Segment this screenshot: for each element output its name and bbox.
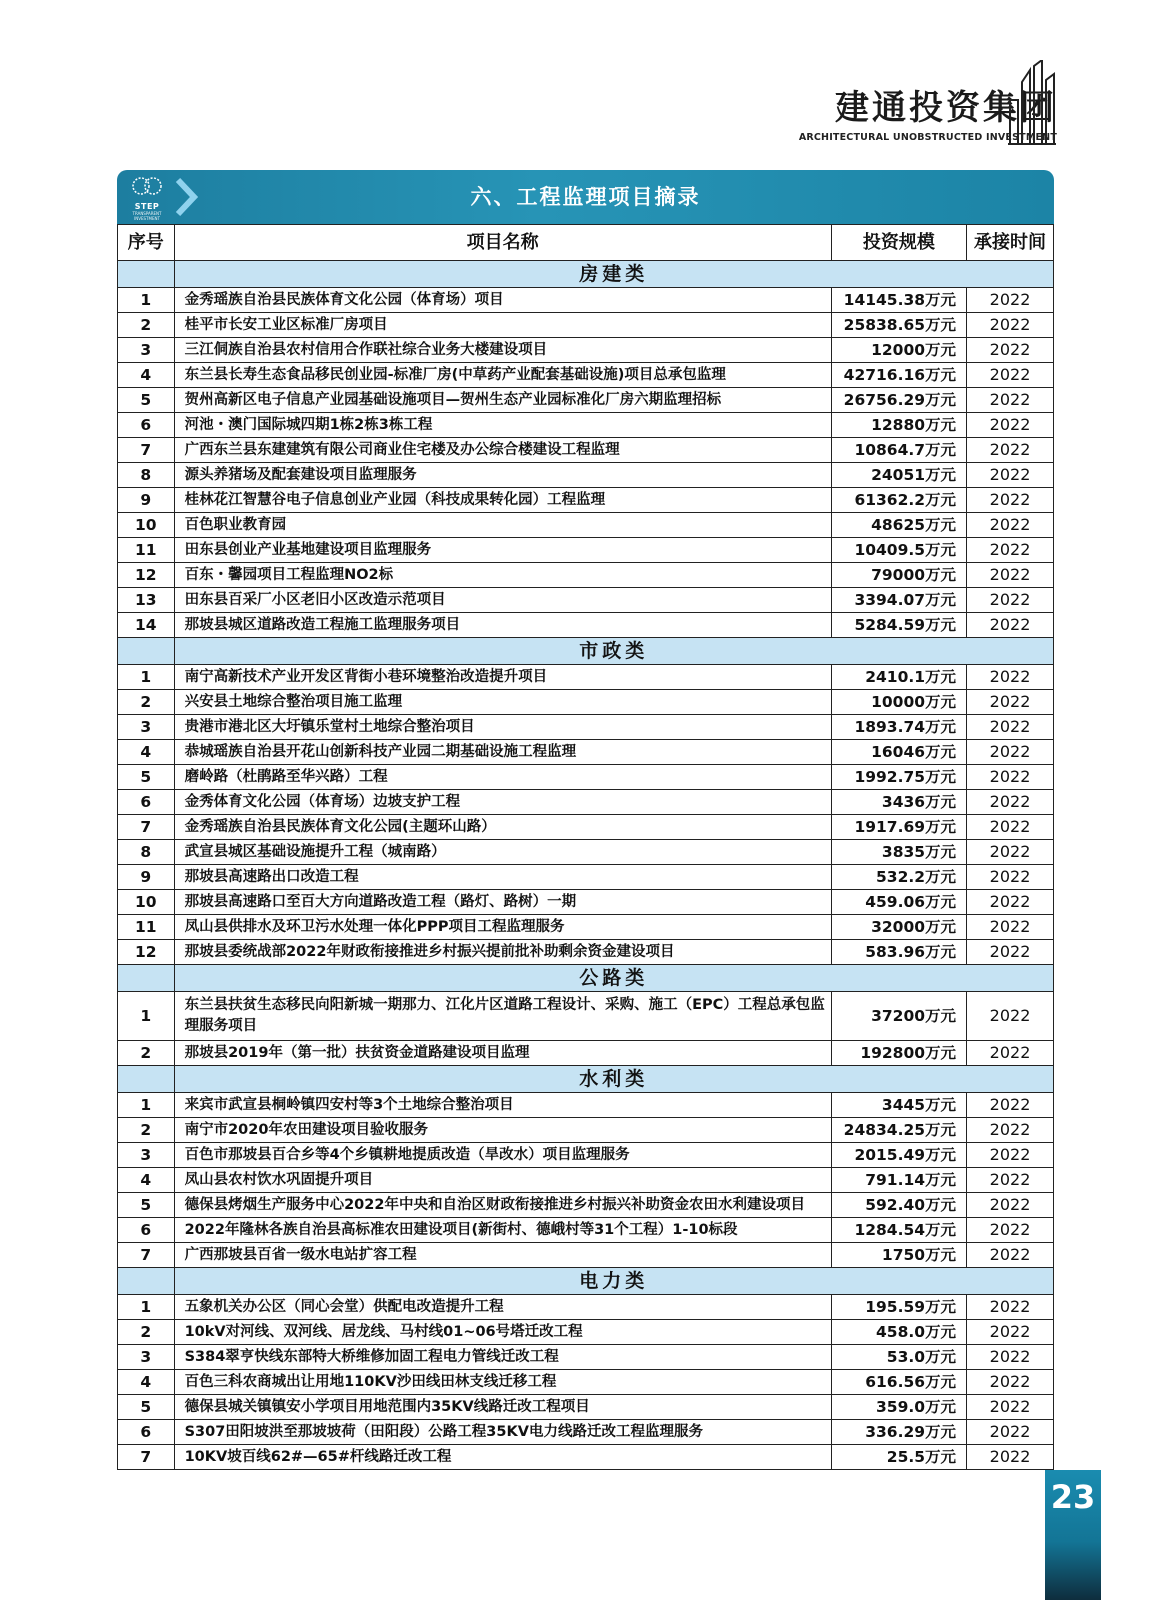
page-title: 六、工程监理项目摘录 bbox=[470, 185, 701, 209]
table-row bbox=[118, 513, 1054, 538]
investment-amount: 24834.25万元 bbox=[831, 1118, 966, 1143]
contract-year: 2022 bbox=[967, 1168, 1054, 1193]
table-row bbox=[118, 992, 1054, 1041]
category-label: 市政类 bbox=[174, 638, 1053, 665]
row-index: 4 bbox=[118, 1370, 175, 1395]
contract-year: 2022 bbox=[967, 413, 1054, 438]
row-index: 3 bbox=[118, 1143, 175, 1168]
header-index: 序号 bbox=[118, 225, 175, 261]
project-name: 东兰县长寿生态食品移民创业园-标准厂房(中草药产业配套基础设施)项目总承包监理 bbox=[174, 363, 831, 388]
project-name: 南宁市2020年农田建设项目验收服务 bbox=[174, 1118, 831, 1143]
category-label: 水利类 bbox=[174, 1066, 1053, 1093]
table-row bbox=[118, 915, 1054, 940]
table-header-row bbox=[118, 225, 1054, 261]
investment-amount: 616.56万元 bbox=[831, 1370, 966, 1395]
brand-name-cn: 建通投资集团 bbox=[835, 88, 1057, 128]
project-name: 五象机关办公区（同心会堂）供配电改造提升工程 bbox=[174, 1295, 831, 1320]
page-number: 23 bbox=[1045, 1470, 1101, 1600]
table-row bbox=[118, 1093, 1054, 1118]
contract-year: 2022 bbox=[967, 588, 1054, 613]
row-index: 7 bbox=[118, 438, 175, 463]
contract-year: 2022 bbox=[967, 538, 1054, 563]
row-index: 5 bbox=[118, 388, 175, 413]
contract-year: 2022 bbox=[967, 1420, 1054, 1445]
contract-year: 2022 bbox=[967, 563, 1054, 588]
row-index: 1 bbox=[118, 1295, 175, 1320]
table-row bbox=[118, 613, 1054, 638]
contract-year: 2022 bbox=[967, 288, 1054, 313]
table-row bbox=[118, 338, 1054, 363]
investment-amount: 12000万元 bbox=[831, 338, 966, 363]
row-index: 10 bbox=[118, 513, 175, 538]
investment-amount: 2410.1万元 bbox=[831, 665, 966, 690]
investment-amount: 1284.54万元 bbox=[831, 1218, 966, 1243]
table-row bbox=[118, 665, 1054, 690]
table-row bbox=[118, 890, 1054, 915]
investment-amount: 37200万元 bbox=[831, 992, 966, 1041]
investment-amount: 192800万元 bbox=[831, 1041, 966, 1066]
table-row bbox=[118, 288, 1054, 313]
category-index-cell bbox=[118, 965, 175, 992]
contract-year: 2022 bbox=[967, 690, 1054, 715]
contract-year: 2022 bbox=[967, 1370, 1054, 1395]
investment-amount: 3445万元 bbox=[831, 1093, 966, 1118]
investment-amount: 458.0万元 bbox=[831, 1320, 966, 1345]
row-index: 6 bbox=[118, 790, 175, 815]
table-row bbox=[118, 488, 1054, 513]
project-name: 桂林花江智慧谷电子信息创业产业园（科技成果转化园）工程监理 bbox=[174, 488, 831, 513]
table-row bbox=[118, 1295, 1054, 1320]
table-row bbox=[118, 940, 1054, 965]
row-index: 11 bbox=[118, 915, 175, 940]
table-row bbox=[118, 413, 1054, 438]
row-index: 4 bbox=[118, 363, 175, 388]
investment-amount: 592.40万元 bbox=[831, 1193, 966, 1218]
row-index: 2 bbox=[118, 1118, 175, 1143]
project-name: 武宣县城区基础设施提升工程（城南路） bbox=[174, 840, 831, 865]
contract-year: 2022 bbox=[967, 613, 1054, 638]
row-index: 3 bbox=[118, 1345, 175, 1370]
category-label: 电力类 bbox=[174, 1268, 1053, 1295]
table-row bbox=[118, 815, 1054, 840]
contract-year: 2022 bbox=[967, 840, 1054, 865]
project-name: 百东・馨园项目工程监理NO2标 bbox=[174, 563, 831, 588]
category-row bbox=[118, 1268, 1054, 1295]
project-name: 金秀体育文化公园（体育场）边坡支护工程 bbox=[174, 790, 831, 815]
contract-year: 2022 bbox=[967, 890, 1054, 915]
contract-year: 2022 bbox=[967, 815, 1054, 840]
investment-amount: 1893.74万元 bbox=[831, 715, 966, 740]
project-name: S307田阳坡洪至那坡坡荷（田阳段）公路工程35KV电力线路迁改工程监理服务 bbox=[174, 1420, 831, 1445]
project-name: 凤山县农村饮水巩固提升项目 bbox=[174, 1168, 831, 1193]
row-index: 5 bbox=[118, 765, 175, 790]
table-row bbox=[118, 1041, 1054, 1066]
projects-table bbox=[117, 224, 1054, 1470]
investment-amount: 10000万元 bbox=[831, 690, 966, 715]
project-name: 那坡县高速路口至百大方向道路改造工程（路灯、路树）一期 bbox=[174, 890, 831, 915]
project-name: 河池・澳门国际城四期1栋2栋3栋工程 bbox=[174, 413, 831, 438]
table-row bbox=[118, 865, 1054, 890]
contract-year: 2022 bbox=[967, 488, 1054, 513]
investment-amount: 532.2万元 bbox=[831, 865, 966, 890]
contract-year: 2022 bbox=[967, 915, 1054, 940]
investment-amount: 10409.5万元 bbox=[831, 538, 966, 563]
investment-amount: 25.5万元 bbox=[831, 1445, 966, 1470]
project-name: 来宾市武宣县桐岭镇四安村等3个土地综合整治项目 bbox=[174, 1093, 831, 1118]
category-row bbox=[118, 1066, 1054, 1093]
project-name: 广西东兰县东建建筑有限公司商业住宅楼及办公综合楼建设工程监理 bbox=[174, 438, 831, 463]
table-row bbox=[118, 438, 1054, 463]
category-index-cell bbox=[118, 1066, 175, 1093]
table-row bbox=[118, 1243, 1054, 1268]
contract-year: 2022 bbox=[967, 513, 1054, 538]
investment-amount: 32000万元 bbox=[831, 915, 966, 940]
investment-amount: 48625万元 bbox=[831, 513, 966, 538]
row-index: 3 bbox=[118, 338, 175, 363]
contract-year: 2022 bbox=[967, 1093, 1054, 1118]
project-name: 磨岭路（杜鹃路至华兴路）工程 bbox=[174, 765, 831, 790]
investment-amount: 791.14万元 bbox=[831, 1168, 966, 1193]
project-name: S384翠亨快线东部特大桥维修加固工程电力管线迁改工程 bbox=[174, 1345, 831, 1370]
contract-year: 2022 bbox=[967, 438, 1054, 463]
investment-amount: 583.96万元 bbox=[831, 940, 966, 965]
table-row bbox=[118, 1218, 1054, 1243]
table-row bbox=[118, 388, 1054, 413]
header-time: 承接时间 bbox=[967, 225, 1054, 261]
table-row bbox=[118, 1345, 1054, 1370]
row-index: 1 bbox=[118, 288, 175, 313]
investment-amount: 3436万元 bbox=[831, 790, 966, 815]
project-name: 那坡县城区道路改造工程施工监理服务项目 bbox=[174, 613, 831, 638]
step-logo-subtext: TRANSPARENT INVESTMENT bbox=[132, 211, 162, 221]
project-name: 百色三科农商城出让用地110KV沙田线田林支线迁移工程 bbox=[174, 1370, 831, 1395]
row-index: 10 bbox=[118, 890, 175, 915]
category-label: 公路类 bbox=[174, 965, 1053, 992]
investment-amount: 42716.16万元 bbox=[831, 363, 966, 388]
contract-year: 2022 bbox=[967, 865, 1054, 890]
category-index-cell bbox=[118, 261, 175, 288]
row-index: 6 bbox=[118, 1420, 175, 1445]
project-name: 德保县烤烟生产服务中心2022年中央和自治区财政衔接推进乡村振兴补助资金农田水利建设项目 bbox=[174, 1193, 831, 1218]
investment-amount: 3394.07万元 bbox=[831, 588, 966, 613]
table-row bbox=[118, 1118, 1054, 1143]
investment-amount: 79000万元 bbox=[831, 563, 966, 588]
row-index: 2 bbox=[118, 690, 175, 715]
row-index: 7 bbox=[118, 815, 175, 840]
project-name: 凤山县供排水及环卫污水处理一体化PPP项目工程监理服务 bbox=[174, 915, 831, 940]
contract-year: 2022 bbox=[967, 363, 1054, 388]
contract-year: 2022 bbox=[967, 1320, 1054, 1345]
table-row bbox=[118, 740, 1054, 765]
table-row bbox=[118, 765, 1054, 790]
category-index-cell bbox=[118, 1268, 175, 1295]
row-index: 12 bbox=[118, 563, 175, 588]
contract-year: 2022 bbox=[967, 992, 1054, 1041]
project-name: 三江侗族自治县农村信用合作联社综合业务大楼建设项目 bbox=[174, 338, 831, 363]
investment-amount: 16046万元 bbox=[831, 740, 966, 765]
project-name: 那坡县委统战部2022年财政衔接推进乡村振兴提前批补助剩余资金建设项目 bbox=[174, 940, 831, 965]
contract-year: 2022 bbox=[967, 740, 1054, 765]
investment-amount: 10864.7万元 bbox=[831, 438, 966, 463]
investment-amount: 2015.49万元 bbox=[831, 1143, 966, 1168]
row-index: 5 bbox=[118, 1395, 175, 1420]
header-investment: 投资规模 bbox=[831, 225, 966, 261]
step-logo-text: STEP bbox=[134, 202, 160, 211]
table-row bbox=[118, 715, 1054, 740]
header-project-name: 项目名称 bbox=[174, 225, 831, 261]
row-index: 9 bbox=[118, 488, 175, 513]
investment-amount: 61362.2万元 bbox=[831, 488, 966, 513]
project-name: 那坡县高速路出口改造工程 bbox=[174, 865, 831, 890]
contract-year: 2022 bbox=[967, 1395, 1054, 1420]
contract-year: 2022 bbox=[967, 1193, 1054, 1218]
row-index: 4 bbox=[118, 1168, 175, 1193]
table-row bbox=[118, 313, 1054, 338]
project-name: 东兰县扶贫生态移民向阳新城一期那力、江化片区道路工程设计、采购、施工（EPC）工程总承包监理服务项目 bbox=[174, 992, 831, 1041]
table-row bbox=[118, 1395, 1054, 1420]
investment-amount: 14145.38万元 bbox=[831, 288, 966, 313]
investment-amount: 5284.59万元 bbox=[831, 613, 966, 638]
category-label: 房建类 bbox=[174, 261, 1053, 288]
project-name: 百色职业教育园 bbox=[174, 513, 831, 538]
row-index: 12 bbox=[118, 940, 175, 965]
project-name: 贺州高新区电子信息产业园基础设施项目—贺州生态产业园标准化厂房六期监理招标 bbox=[174, 388, 831, 413]
category-row bbox=[118, 261, 1054, 288]
table-row bbox=[118, 690, 1054, 715]
row-index: 8 bbox=[118, 840, 175, 865]
project-name: 2022年隆林各族自治县高标准农田建设项目(新街村、德峨村等31个工程）1-10标段 bbox=[174, 1218, 831, 1243]
project-name: 那坡县2019年（第一批）扶贫资金道路建设项目监理 bbox=[174, 1041, 831, 1066]
contract-year: 2022 bbox=[967, 1295, 1054, 1320]
brand-name-en: ARCHITECTURAL UNOBSTRUCTED INVESTMENT bbox=[798, 132, 1057, 143]
row-index: 5 bbox=[118, 1193, 175, 1218]
row-index: 7 bbox=[118, 1243, 175, 1268]
project-name: 百色市那坡县百合乡等4个乡镇耕地提质改造（旱改水）项目监理服务 bbox=[174, 1143, 831, 1168]
row-index: 6 bbox=[118, 1218, 175, 1243]
table-body bbox=[118, 261, 1054, 1470]
investment-amount: 1750万元 bbox=[831, 1243, 966, 1268]
table-row bbox=[118, 1168, 1054, 1193]
project-name: 恭城瑶族自治县开花山创新科技产业园二期基础设施工程监理 bbox=[174, 740, 831, 765]
row-index: 4 bbox=[118, 740, 175, 765]
project-name: 金秀瑶族自治县民族体育文化公园（体育场）项目 bbox=[174, 288, 831, 313]
category-index-cell bbox=[118, 638, 175, 665]
table-row bbox=[118, 588, 1054, 613]
table-row bbox=[118, 1370, 1054, 1395]
project-name: 德保县城关镇镇安小学项目用地范围内35KV线路迁改工程项目 bbox=[174, 1395, 831, 1420]
investment-amount: 336.29万元 bbox=[831, 1420, 966, 1445]
building-logo-icon bbox=[1008, 60, 1056, 146]
contract-year: 2022 bbox=[967, 1218, 1054, 1243]
contract-year: 2022 bbox=[967, 388, 1054, 413]
investment-amount: 24051万元 bbox=[831, 463, 966, 488]
investment-amount: 53.0万元 bbox=[831, 1345, 966, 1370]
project-name: 田东县创业产业基地建设项目监理服务 bbox=[174, 538, 831, 563]
investment-amount: 26756.29万元 bbox=[831, 388, 966, 413]
investment-amount: 459.06万元 bbox=[831, 890, 966, 915]
row-index: 2 bbox=[118, 1041, 175, 1066]
row-index: 9 bbox=[118, 865, 175, 890]
table-row bbox=[118, 463, 1054, 488]
contract-year: 2022 bbox=[967, 1143, 1054, 1168]
category-row bbox=[118, 965, 1054, 992]
contract-year: 2022 bbox=[967, 1445, 1054, 1470]
project-name: 田东县百采厂小区老旧小区改造示范项目 bbox=[174, 588, 831, 613]
table-row bbox=[118, 1143, 1054, 1168]
contract-year: 2022 bbox=[967, 313, 1054, 338]
project-name: 金秀瑶族自治县民族体育文化公园(主题环山路） bbox=[174, 815, 831, 840]
project-name: 贵港市港北区大圩镇乐堂村土地综合整治项目 bbox=[174, 715, 831, 740]
row-index: 11 bbox=[118, 538, 175, 563]
row-index: 7 bbox=[118, 1445, 175, 1470]
row-index: 1 bbox=[118, 992, 175, 1041]
table-row bbox=[118, 840, 1054, 865]
project-name: 源头养猪场及配套建设项目监理服务 bbox=[174, 463, 831, 488]
row-index: 14 bbox=[118, 613, 175, 638]
project-name: 10KV坡百线62#—65#杆线路迁改工程 bbox=[174, 1445, 831, 1470]
contract-year: 2022 bbox=[967, 940, 1054, 965]
contract-year: 2022 bbox=[967, 665, 1054, 690]
contract-year: 2022 bbox=[967, 765, 1054, 790]
table-row bbox=[118, 563, 1054, 588]
investment-amount: 12880万元 bbox=[831, 413, 966, 438]
table-row bbox=[118, 363, 1054, 388]
row-index: 13 bbox=[118, 588, 175, 613]
contract-year: 2022 bbox=[967, 1041, 1054, 1066]
table-row bbox=[118, 1420, 1054, 1445]
investment-amount: 25838.65万元 bbox=[831, 313, 966, 338]
contract-year: 2022 bbox=[967, 715, 1054, 740]
row-index: 3 bbox=[118, 715, 175, 740]
contract-year: 2022 bbox=[967, 1118, 1054, 1143]
project-name: 南宁高新技术产业开发区背街小巷环境整治改造提升项目 bbox=[174, 665, 831, 690]
contract-year: 2022 bbox=[967, 790, 1054, 815]
row-index: 1 bbox=[118, 665, 175, 690]
project-name: 10kV对河线、双河线、居龙线、马村线01~06号塔迁改工程 bbox=[174, 1320, 831, 1345]
table-row bbox=[118, 538, 1054, 563]
contract-year: 2022 bbox=[967, 463, 1054, 488]
row-index: 2 bbox=[118, 1320, 175, 1345]
contract-year: 2022 bbox=[967, 1345, 1054, 1370]
project-name: 兴安县土地综合整治项目施工监理 bbox=[174, 690, 831, 715]
row-index: 2 bbox=[118, 313, 175, 338]
table-row bbox=[118, 1320, 1054, 1345]
investment-amount: 3835万元 bbox=[831, 840, 966, 865]
project-name: 广西那坡县百省一级水电站扩容工程 bbox=[174, 1243, 831, 1268]
investment-amount: 359.0万元 bbox=[831, 1395, 966, 1420]
table-row bbox=[118, 790, 1054, 815]
contract-year: 2022 bbox=[967, 338, 1054, 363]
project-name: 桂平市长安工业区标准厂房项目 bbox=[174, 313, 831, 338]
contract-year: 2022 bbox=[967, 1243, 1054, 1268]
section-title-bar bbox=[117, 170, 1054, 224]
table-row bbox=[118, 1445, 1054, 1470]
table-row bbox=[118, 1193, 1054, 1218]
investment-amount: 195.59万元 bbox=[831, 1295, 966, 1320]
row-index: 6 bbox=[118, 413, 175, 438]
investment-amount: 1917.69万元 bbox=[831, 815, 966, 840]
investment-amount: 1992.75万元 bbox=[831, 765, 966, 790]
category-row bbox=[118, 638, 1054, 665]
row-index: 1 bbox=[118, 1093, 175, 1118]
row-index: 8 bbox=[118, 463, 175, 488]
